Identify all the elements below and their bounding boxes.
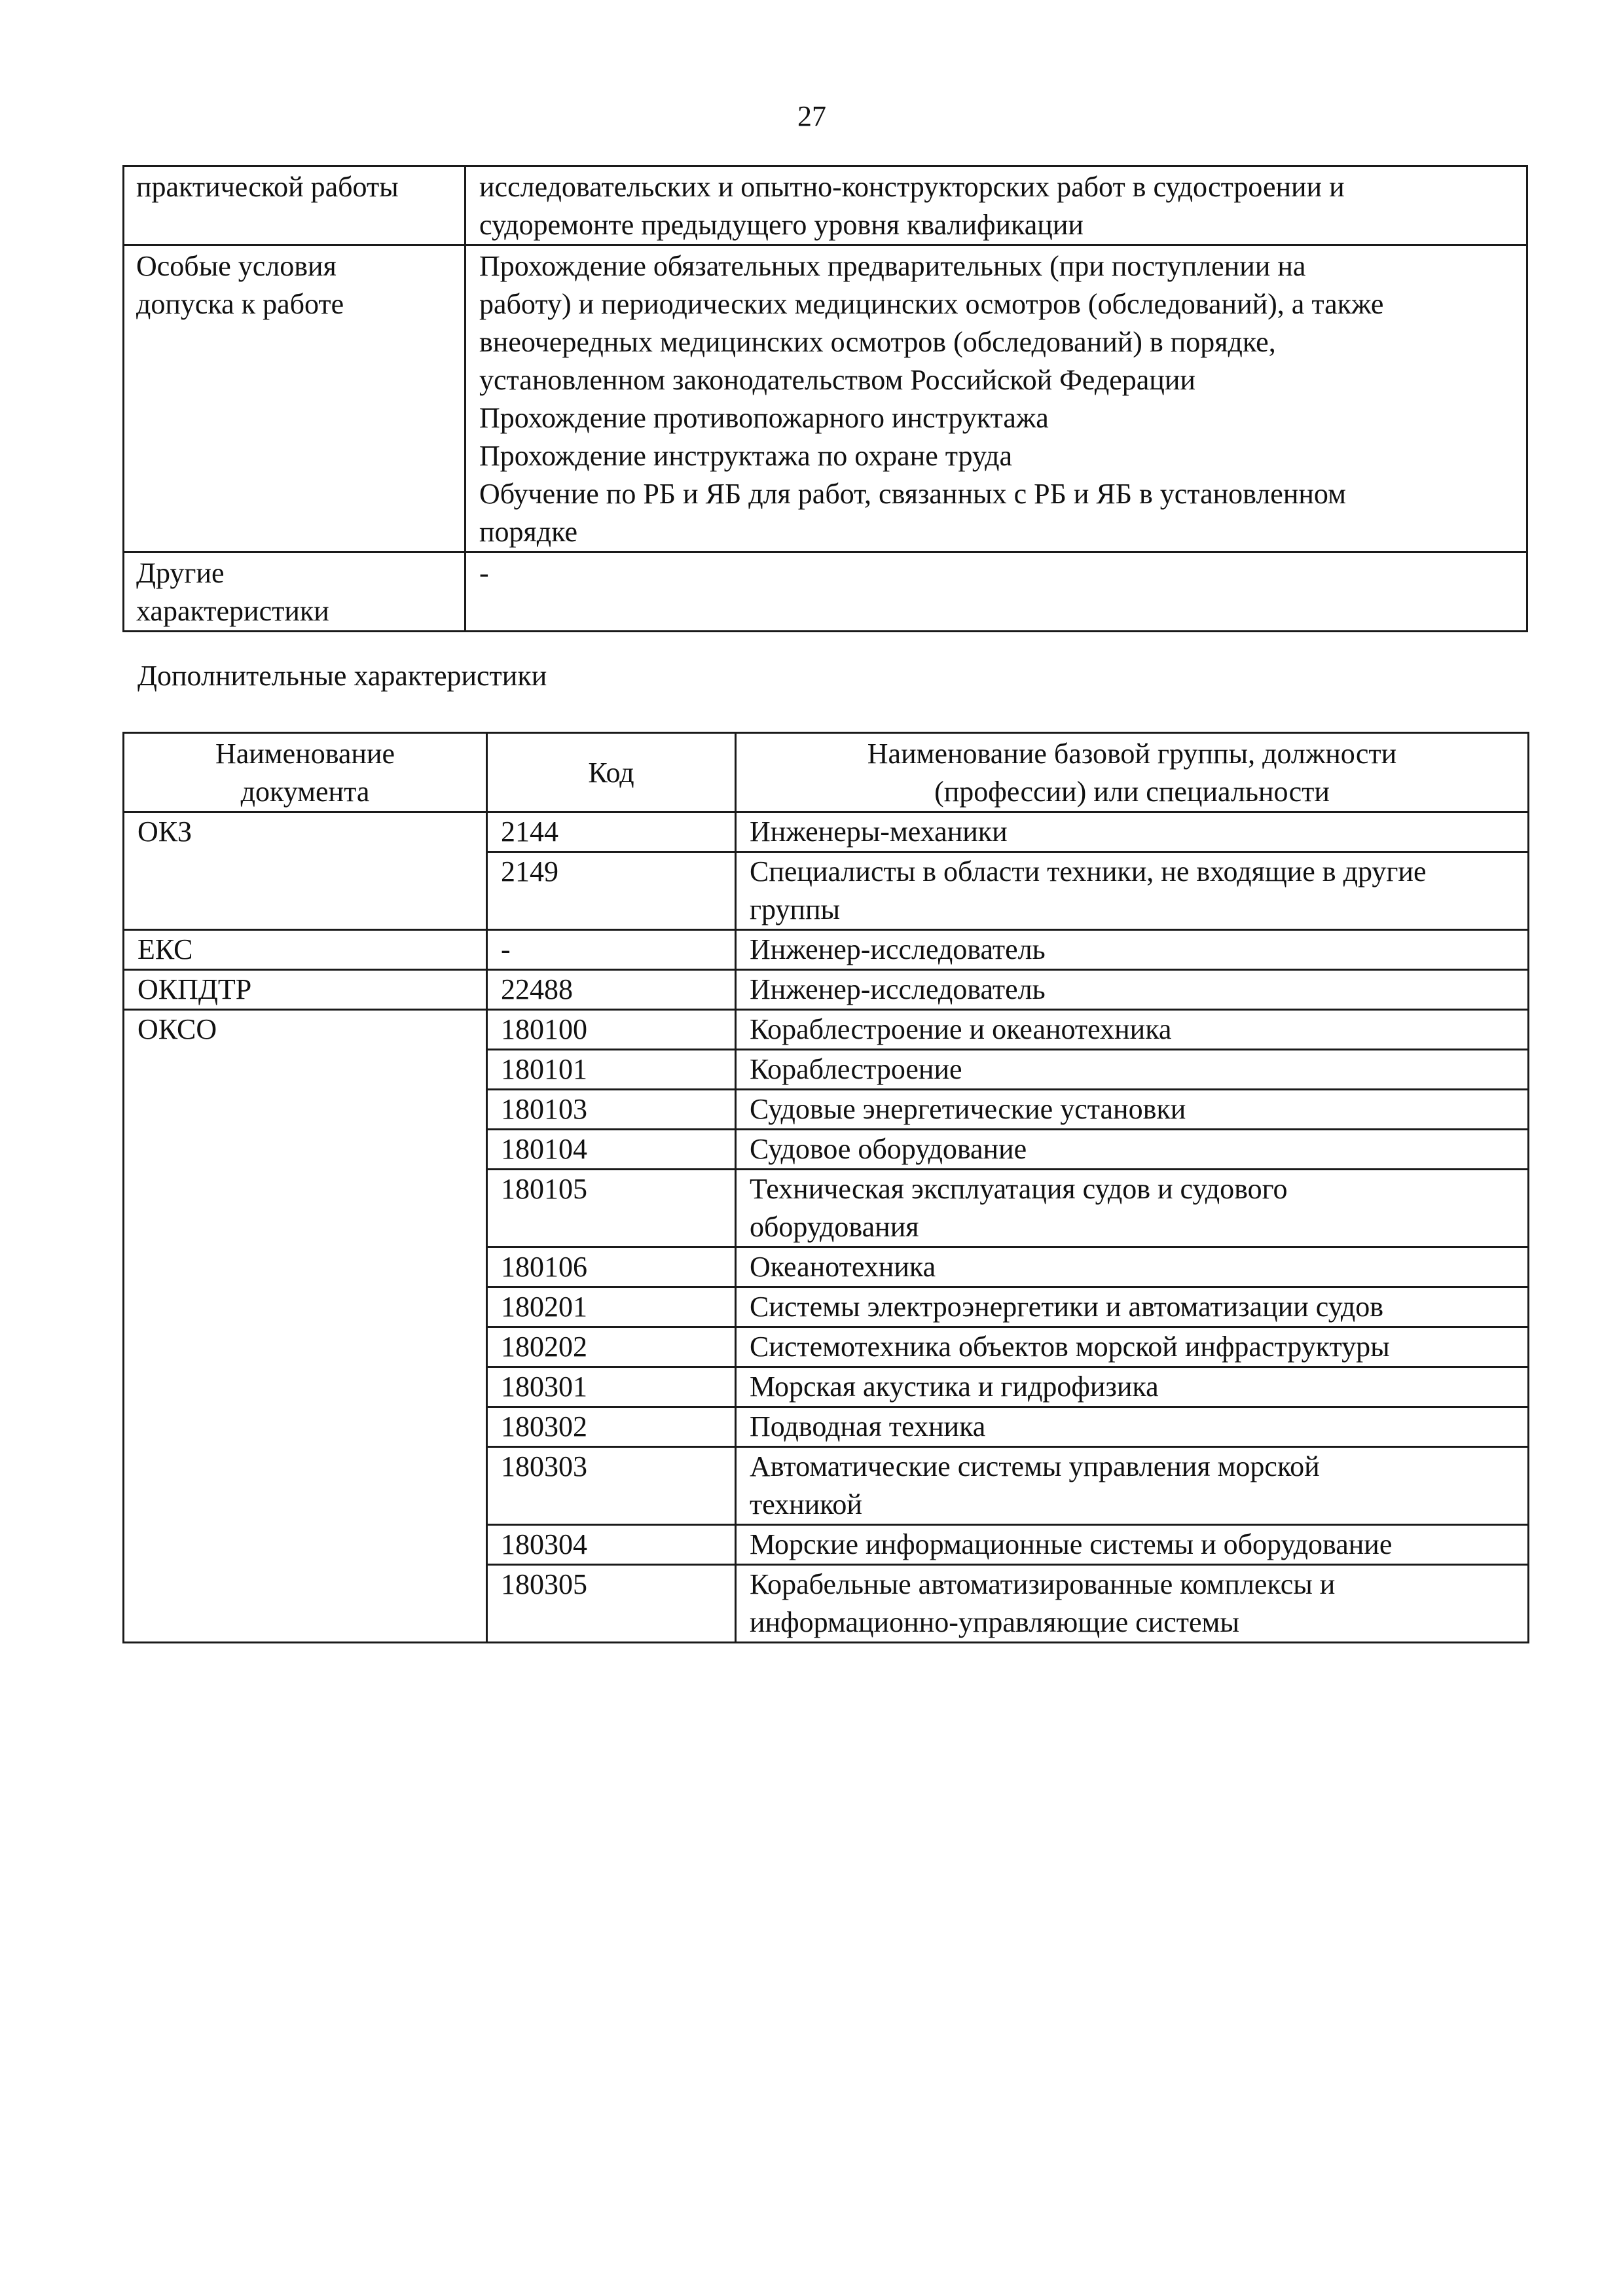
- code-cell: 180106: [487, 1247, 736, 1287]
- header-name-line: (профессии) или специальности: [934, 776, 1330, 808]
- name-line: Кораблестроение: [750, 1053, 962, 1085]
- table-row: [124, 970, 1529, 1010]
- header-code: Код: [487, 733, 736, 812]
- row-label-line: практической работы: [136, 171, 399, 203]
- row-value-line: порядке: [479, 516, 577, 548]
- additional-characteristics-table: [122, 732, 1529, 1643]
- table-row: [124, 812, 1529, 852]
- name-line: Судовое оборудование: [750, 1133, 1027, 1165]
- code-cell: 180305: [487, 1565, 736, 1643]
- code-cell: -: [487, 930, 736, 970]
- qualification-table: [122, 165, 1528, 632]
- name-cell: [736, 1170, 1529, 1247]
- row-label-line: характеристики: [136, 595, 329, 627]
- code-cell: 180302: [487, 1407, 736, 1447]
- row-value-line: Обучение по РБ и ЯБ для работ, связанных с РБ и ЯБ в установленном: [479, 478, 1346, 510]
- name-line: Системотехника объектов морской инфраструктуры: [750, 1331, 1390, 1363]
- name-cell: [736, 930, 1529, 970]
- code-cell: 180303: [487, 1447, 736, 1525]
- page-number: 27: [797, 100, 826, 132]
- document-cell: ОКЗ: [124, 812, 487, 930]
- code-cell: 2149: [487, 852, 736, 930]
- row-value-line: установленном законодательством Российской Федерации: [479, 364, 1195, 396]
- name-line: Океанотехника: [750, 1251, 936, 1283]
- section-heading: Дополнительные характеристики: [137, 660, 547, 692]
- name-line: Судовые энергетические установки: [750, 1093, 1186, 1125]
- name-cell: [736, 1050, 1529, 1090]
- name-cell: [736, 1367, 1529, 1407]
- name-line: Подводная техника: [750, 1410, 986, 1443]
- code-cell: 22488: [487, 970, 736, 1010]
- row-value-line: -: [479, 557, 489, 589]
- row-value-line: исследовательских и опытно-конструкторских работ в судостроении и: [479, 171, 1345, 203]
- header-document-line: Наименование: [215, 738, 395, 770]
- document-cell: ЕКС: [124, 930, 487, 970]
- row-value: [465, 245, 1527, 552]
- row-value: [465, 552, 1527, 632]
- name-line: группы: [750, 893, 841, 925]
- row-label: [124, 552, 465, 632]
- name-line: Техническая эксплуатация судов и судового: [750, 1173, 1288, 1205]
- name-line: Морская акустика и гидрофизика: [750, 1371, 1159, 1403]
- table-row: [124, 552, 1527, 632]
- name-line: Инженеры-механики: [750, 816, 1008, 848]
- name-line: Корабельные автоматизированные комплексы и: [750, 1568, 1336, 1600]
- name-cell: [736, 1247, 1529, 1287]
- document-cell: ОКПДТР: [124, 970, 487, 1010]
- name-line: Морские информационные системы и оборудование: [750, 1528, 1393, 1560]
- row-label: [124, 166, 465, 245]
- name-line: Автоматические системы управления морской: [750, 1450, 1320, 1482]
- row-value-line: внеочередных медицинских осмотров (обследований) в порядке,: [479, 326, 1276, 358]
- code-cell: 180100: [487, 1010, 736, 1050]
- table-row: [124, 245, 1527, 552]
- row-value: [465, 166, 1527, 245]
- name-line: Системы электроэнергетики и автоматизации судов: [750, 1291, 1384, 1323]
- name-line: Специалисты в области техники, не входящие в другие: [750, 855, 1427, 888]
- code-cell: 2144: [487, 812, 736, 852]
- name-line: Кораблестроение и океанотехника: [750, 1013, 1172, 1045]
- row-label-line: Другие: [136, 557, 225, 589]
- header-document: [124, 733, 487, 812]
- name-line: Инженер-исследователь: [750, 933, 1046, 965]
- name-line: информационно-управляющие системы: [750, 1606, 1239, 1638]
- name-cell: [736, 1010, 1529, 1050]
- name-line: Инженер-исследователь: [750, 973, 1046, 1005]
- code-cell: 180105: [487, 1170, 736, 1247]
- code-cell: 180301: [487, 1367, 736, 1407]
- name-cell: [736, 812, 1529, 852]
- table-row: [124, 166, 1527, 245]
- code-cell: 180202: [487, 1327, 736, 1367]
- row-value-line: Прохождение противопожарного инструктажа: [479, 402, 1049, 434]
- document-cell: ОКСО: [124, 1010, 487, 1643]
- table-header-row: [124, 733, 1529, 812]
- header-name-line: Наименование базовой группы, должности: [867, 738, 1397, 770]
- name-cell: [736, 1287, 1529, 1327]
- code-cell: 180104: [487, 1130, 736, 1170]
- row-value-line: работу) и периодических медицинских осмотров (обследований), а также: [479, 288, 1384, 320]
- row-value-line: Прохождение инструктажа по охране труда: [479, 440, 1013, 472]
- row-label-line: Особые условия: [136, 250, 337, 282]
- row-label-line: допуска к работе: [136, 288, 344, 320]
- header-name: [736, 733, 1529, 812]
- row-label: [124, 245, 465, 552]
- name-cell: [736, 1327, 1529, 1367]
- name-cell: [736, 1565, 1529, 1643]
- row-value-line: судоремонте предыдущего уровня квалификации: [479, 209, 1084, 241]
- name-cell: [736, 1407, 1529, 1447]
- row-value-line: Прохождение обязательных предварительных (при поступлении на: [479, 250, 1306, 282]
- header-document-line: документа: [240, 776, 370, 808]
- code-cell: 180103: [487, 1090, 736, 1130]
- name-line: техникой: [750, 1488, 862, 1520]
- name-cell: [736, 1130, 1529, 1170]
- table-row: [124, 1010, 1529, 1050]
- name-cell: [736, 1525, 1529, 1565]
- name-cell: [736, 970, 1529, 1010]
- code-cell: 180304: [487, 1525, 736, 1565]
- table-row: [124, 930, 1529, 970]
- name-cell: [736, 1090, 1529, 1130]
- code-cell: 180201: [487, 1287, 736, 1327]
- name-line: оборудования: [750, 1211, 919, 1243]
- name-cell: [736, 852, 1529, 930]
- code-cell: 180101: [487, 1050, 736, 1090]
- name-cell: [736, 1447, 1529, 1525]
